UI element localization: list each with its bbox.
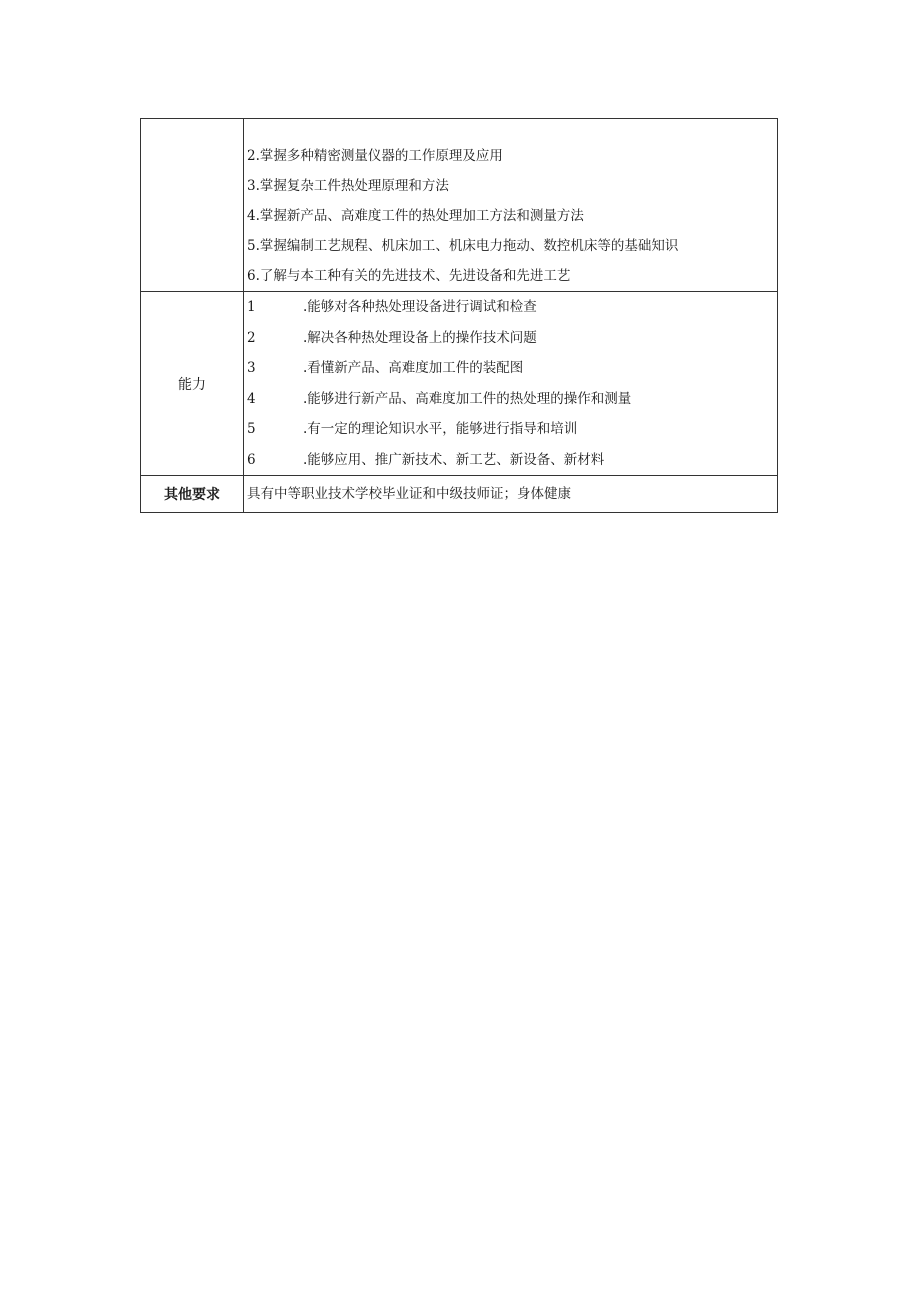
ability-item-text: .有一定的理论知识水平，能够进行指导和培训 xyxy=(303,421,578,437)
ability-label: 能力 xyxy=(141,292,244,476)
ability-item-number: 2 xyxy=(247,329,256,346)
knowledge-content-cell xyxy=(244,119,778,292)
ability-item xyxy=(244,323,777,354)
knowledge-item: 2.掌握多种精密测量仪器的工作原理及应用 xyxy=(247,148,503,164)
ability-item-number: 3 xyxy=(247,360,256,376)
ability-item-text: .解决各种热处理设备上的操作技术问题 xyxy=(303,329,537,346)
ability-item xyxy=(244,384,777,415)
knowledge-label-cell xyxy=(141,119,244,292)
ability-item-text: .能够对各种热处理设备进行调试和检查 xyxy=(303,299,537,315)
ability-item xyxy=(244,353,777,384)
ability-item-number: 5 xyxy=(247,421,256,437)
ability-row xyxy=(141,292,778,476)
knowledge-item: 5.掌握编制工艺规程、机床加工、机床电力拖动、数控机床等的基础知识 xyxy=(247,238,679,254)
ability-content-cell xyxy=(244,292,778,476)
other-requirements-text: 具有中等职业技术学校毕业证和中级技师证；身体健康 xyxy=(247,486,571,502)
ability-item-text: .能够应用、推广新技术、新工艺、新设备、新材料 xyxy=(303,451,605,468)
knowledge-item: 3.掌握复杂工件热处理原理和方法 xyxy=(247,178,449,194)
ability-item-text: .看懂新产品、高难度加工件的装配图 xyxy=(303,360,524,376)
ability-item xyxy=(244,445,777,476)
ability-item-text: .能够进行新产品、高难度加工件的热处理的操作和测量 xyxy=(303,390,632,407)
other-requirements-row xyxy=(141,476,778,513)
other-requirements-cell xyxy=(244,476,778,513)
other-requirements-label: 其他要求 xyxy=(141,476,244,513)
job-spec-table xyxy=(140,118,778,513)
ability-item-number: 1 xyxy=(247,299,256,315)
knowledge-row xyxy=(141,119,778,292)
knowledge-item: 4.掌握新产品、高难度工件的热处理加工方法和测量方法 xyxy=(247,208,584,224)
ability-item xyxy=(244,292,777,323)
knowledge-item: 6.了解与本工种有关的先进技术、先进设备和先进工艺 xyxy=(247,268,571,284)
ability-item-number: 4 xyxy=(247,390,256,407)
ability-item-number: 6 xyxy=(247,451,256,468)
ability-item xyxy=(244,414,777,445)
